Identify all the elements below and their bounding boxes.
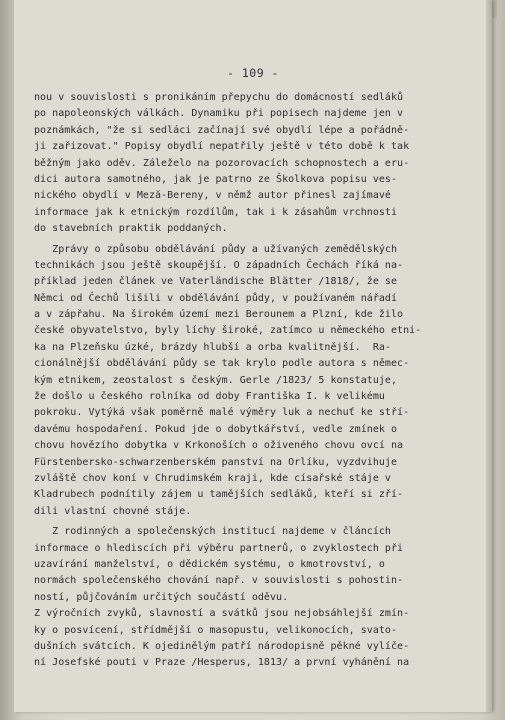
text-line: informace o hlediscích při výběru partnerů, o zvyklostech při (34, 542, 404, 554)
text-line: informace jak k etnickým rozdílům, tak i k zásahům vrchnosti (34, 206, 398, 218)
text-line: dici autora samotného, jak je patrno ze Školkova popisu ves- (34, 173, 398, 185)
text-line: ji zařizovat." Popisy obydlí nepatřily ještě v této době k tak (34, 141, 410, 153)
text-line: Z výročních zvyků, slavností a svátků jsou nejobsáhlejší zmín- (34, 608, 410, 620)
text-line: běžným jako oděv. Záleželo na pozorovacích schopnostech a eru- (34, 157, 410, 169)
text-line: dili vlastní chovné stáje. (34, 505, 192, 517)
text-line: ností, půjčováním určitých součástí oděvu. (34, 591, 289, 603)
text-line: nou v souvislosti s pronikáním přepychu do domácností sedláků (34, 92, 404, 103)
text-line: poznámkách, "že si sedláci začínají své obydlí lépe a pořádně- (34, 124, 410, 136)
text-line: Fürstenbersko-schwarzenberském panství na Orlíku, vyzdvihuje (34, 456, 398, 468)
text-line: chovu hovězího dobytka v Krkonoších o oživeného chovu ovcí na (34, 440, 404, 452)
text-line: uzavírání manželství, o dědickém systému, o kmotrovství, o (34, 558, 385, 570)
text-line: nického obydlí v Meză-Bereny, v němž autor přinesl zajímavé (34, 190, 391, 202)
text-line: ky o posvícení, střídmější o masopustu, velikonocích, svato- (34, 624, 398, 636)
text-line: technikách jsou ještě skoupější. O západních Čechách říká na- (34, 259, 404, 271)
text-line: cionálnější obdělávání půdy se tak krylo podle autora s němec- (34, 358, 410, 370)
text-line: že došlo u českého rolníka od doby Františka I. k velikému (34, 391, 385, 403)
text-line: kým etnikem, zeostalost s českým. Gerle /1823/ 5 konstatuje, (34, 374, 398, 386)
text-line: příklad jeden článek ve Vaterländische Blätter /1818/, že se (34, 276, 398, 288)
text-line: davému hospodaření. Pokud jde o dobytkářství, vedle zmínek o (34, 423, 398, 435)
text-line: pokroku. Vytýká však poměrně malé výměry luk a nechuť ke stří- (34, 407, 410, 419)
text-line: dušních svátcích. K ojedinělým patří národopisně pěkné vylíče- (34, 640, 410, 652)
text-line: Němci od Čechů lišili v obdělávání půdy, v používaném nářadí (34, 292, 398, 304)
page-number: - 109 - (227, 66, 279, 80)
document-page (14, 0, 492, 712)
body-text (34, 90, 489, 672)
text-line: normách společenského chování např. v souvislosti s pohostin- (34, 575, 404, 587)
text-line: Z rodinných a společenských institucí najdeme v článcích (34, 526, 391, 538)
text-line: zvláště chov koní v Chrudimském kraji, kde císařské stáje v (34, 472, 391, 484)
text-line: a v zápřahu. Na širokém území mezi Berounem a Plzní, kde žilo (34, 309, 404, 321)
text-line: do stavebních praktik poddaných. (34, 223, 228, 235)
text-line: Zprávy o způsobu obdělávání půdy a užívaných zemědělských (34, 243, 398, 255)
text-line: po napoleonských válkách. Dynamiku při popisech najdeme jen v (34, 108, 404, 120)
text-line: ní Josefské pouti v Praze /Hesperus, 1813/ a první vyhánění na (34, 657, 410, 669)
text-line: Kladrubech podnítily zájem u tamějších sedláků, kteří si zří- (34, 489, 404, 501)
text-line: české obyvatelstvo, byly líchy široké, zatímco u německého etni- (34, 325, 422, 337)
text-line: ka na Plzeňsku úzké, brázdy hlubší a orba kvalitnější. Ra- (34, 341, 391, 353)
